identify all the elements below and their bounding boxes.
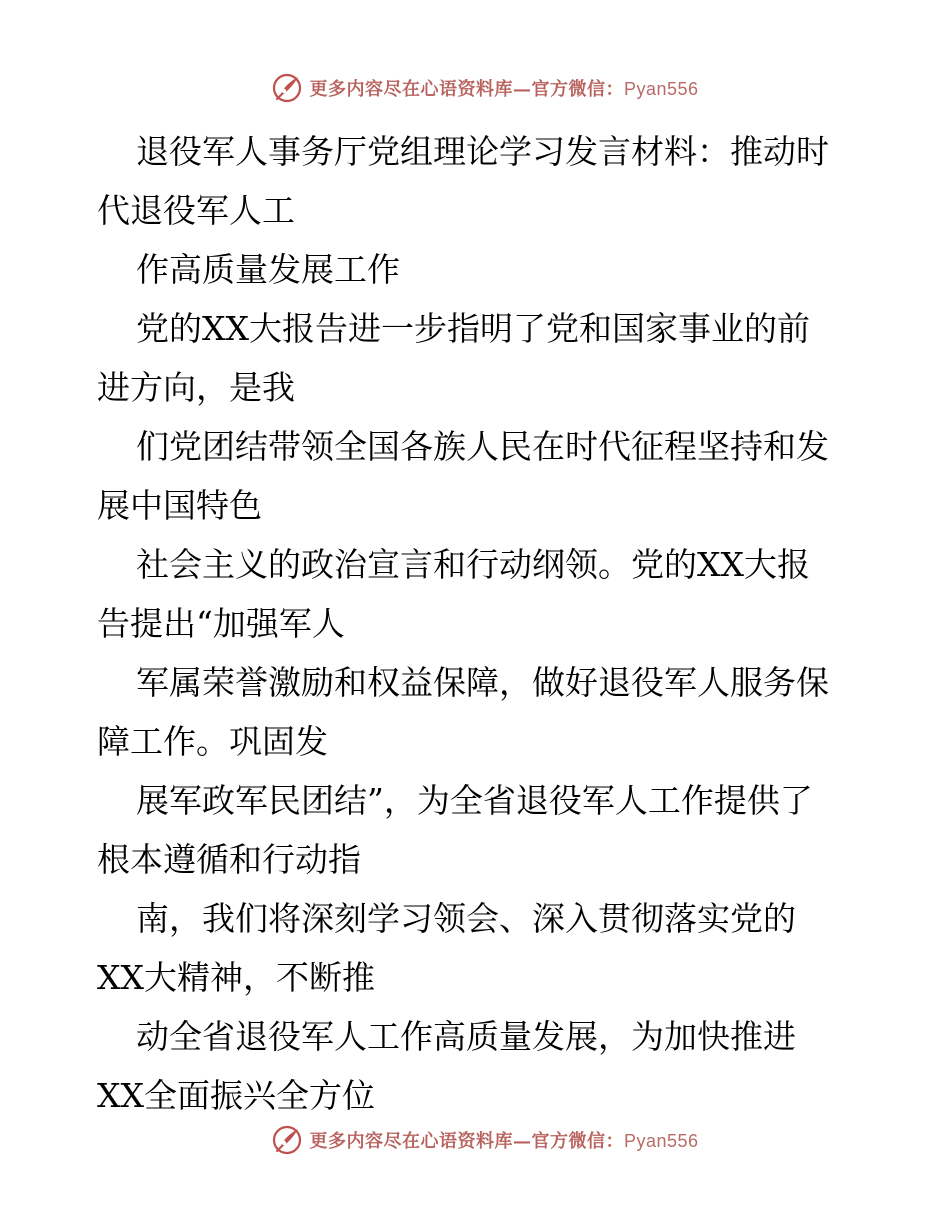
document-line: 根本遵循和行动指 [97, 840, 361, 879]
quill-logo-icon [271, 72, 303, 104]
document-line: 军属荣誉激励和权益保障，做好退役军人服务保 [136, 663, 829, 702]
document-line: 代退役军人工 [97, 191, 295, 230]
document-line: 告提出“加强军人 [97, 604, 345, 643]
document-line: 党的XX大报告进一步指明了党和国家事业的前 [136, 309, 810, 348]
document-line: 展中国特色 [97, 486, 262, 525]
watermark-text [309, 75, 698, 101]
document-line: XX全面振兴全方位 [97, 1076, 375, 1115]
document-line: 南，我们将深刻学习领会、深入贯彻落实党的 [136, 899, 796, 938]
document-line: 进方向，是我 [97, 368, 295, 407]
footer-watermark [0, 1120, 950, 1160]
document-line: 退役军人事务厅党组理论学习发言材料：推动时 [136, 132, 829, 171]
watermark-label: 更多内容尽在心语资料库—官方微信： [309, 79, 624, 100]
watermark-wechat-id: Pyan556 [623, 79, 699, 99]
document-line: 作高质量发展工作 [136, 250, 400, 289]
document-line: 展军政军民团结”，为全省退役军人工作提供了 [136, 781, 813, 820]
watermark-label: 更多内容尽在心语资料库—官方微信： [309, 1131, 624, 1152]
header-watermark [0, 68, 950, 108]
document-body [97, 122, 857, 1125]
quill-logo-icon [271, 1124, 303, 1156]
document-line: 们党团结带领全国各族人民在时代征程坚持和发 [136, 427, 829, 466]
document-line: 障工作。巩固发 [97, 722, 328, 761]
document-line: 社会主义的政治宣言和行动纲领。党的XX大报 [136, 545, 810, 584]
watermark-wechat-id: Pyan556 [623, 1131, 699, 1151]
document-line: XX大精神，不断推 [97, 958, 375, 997]
document-line: 动全省退役军人工作高质量发展，为加快推进 [136, 1017, 796, 1056]
watermark-text [309, 1127, 698, 1153]
